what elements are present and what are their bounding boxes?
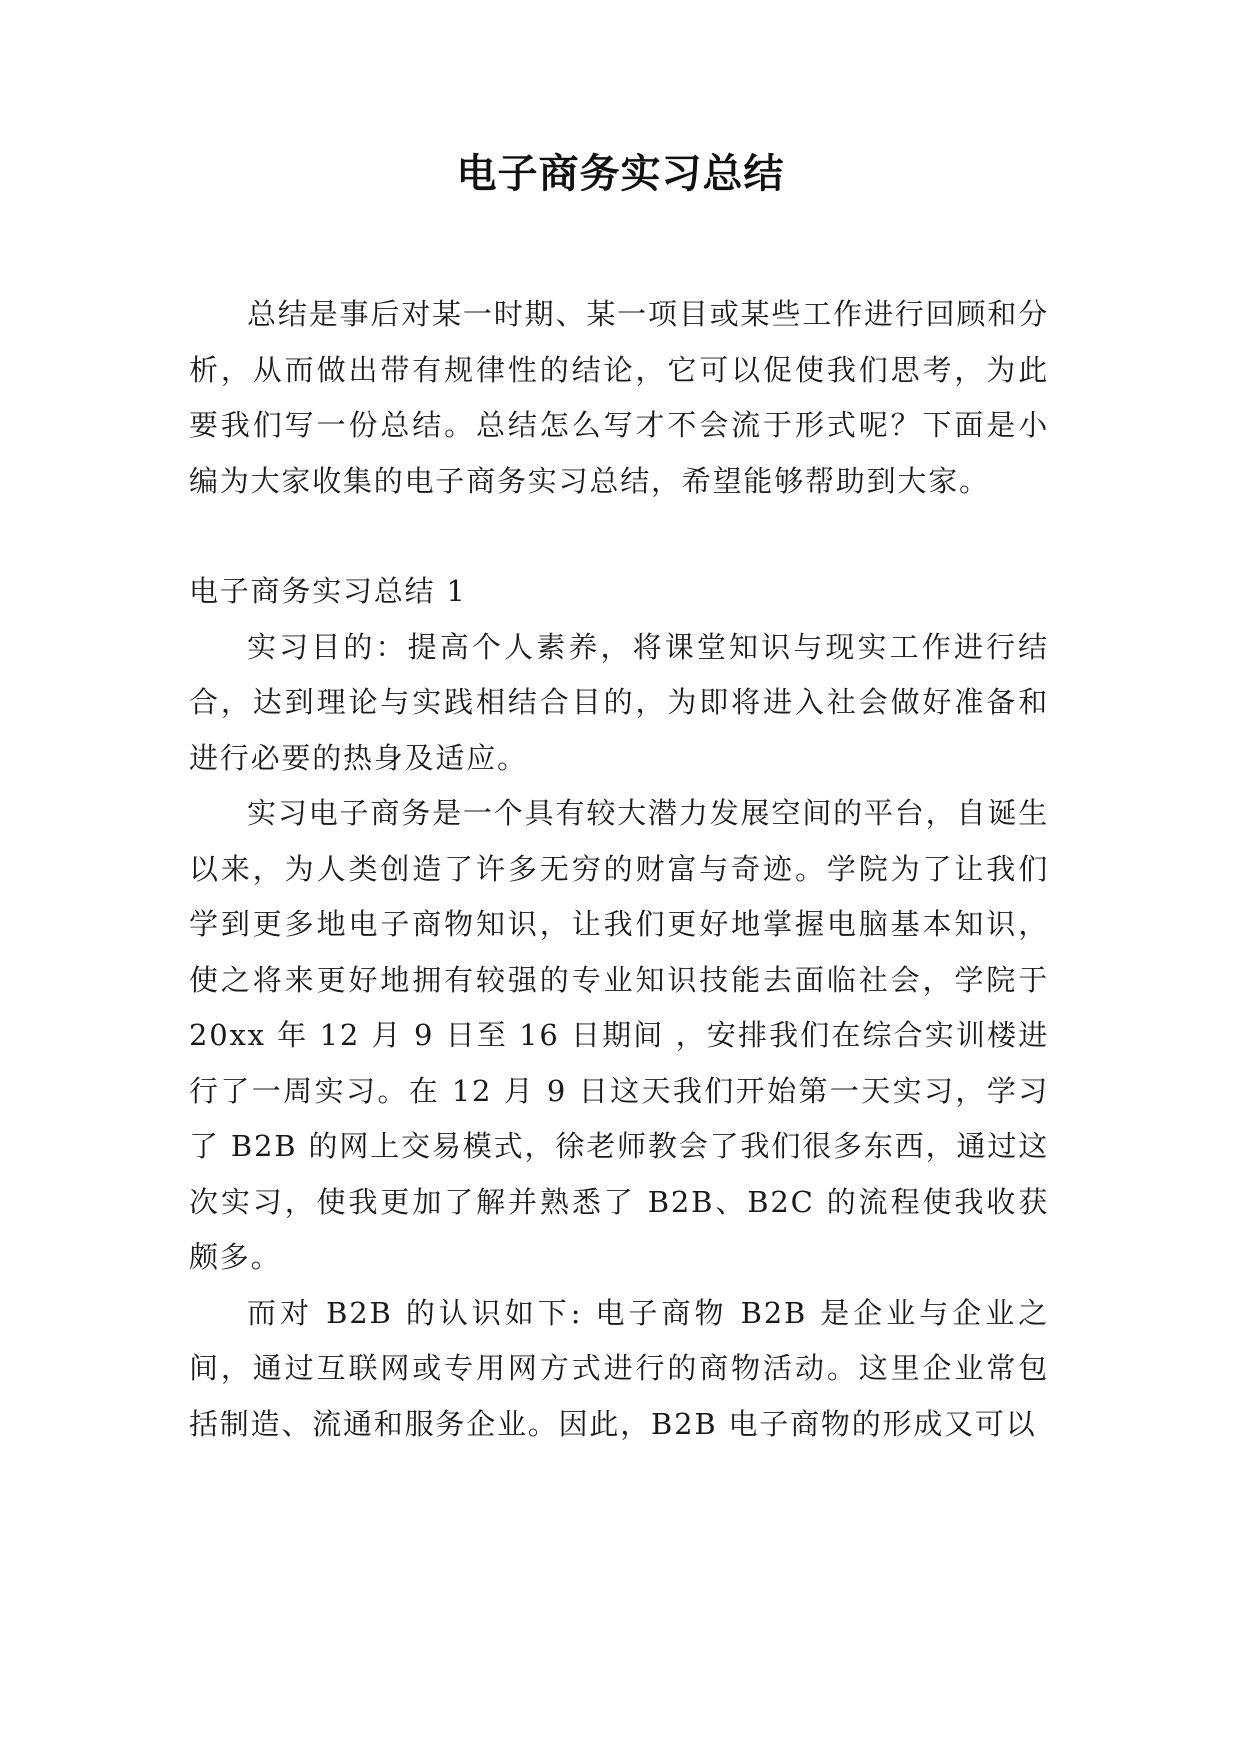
document-title: 电子商务实习总结: [456, 151, 785, 197]
body-paragraph: 实习电子商务是一个具有较大潜力发展空间的平台，自诞生以来，为人类创造了许多无穷的财富与奇迹。学院为了让我们学到更多地电子商物知识，让我们更好地掌握电脑基本知识，使之将来更好地拥有较强的专业知识技能去面临社会，学院于 20xx 年 12 月 9 日至 16 日期间 ，安排我们在综合实训楼进行了一周实习。在 12 月 9 日这天我们开始第一天实习，学习了 B2B 的网上交易模式，徐老师教会了我们很多东西，通过这次实习，使我更加了解并熟悉了 B2B、B2C 的流程使我收获颇多。: [189, 796, 1049, 1274]
intro-paragraph: 总结是事后对某一时期、某一项目或某些工作进行回顾和分析，从而做出带有规律性的结论，它可以促使我们思考，为此要我们写一份总结。总结怎么写才不会流于形式呢？下面是小编为大家收集的电子商务实习总结，希望能够帮助到大家。: [189, 297, 1049, 498]
body-paragraph: 实习目的：提高个人素养，将课堂知识与现实工作进行结合，达到理论与实践相结合目的，为即将进入社会做好准备和进行必要的热身及适应。: [189, 629, 1049, 775]
section-heading: 电子商务实习总结 1: [189, 574, 467, 608]
body-paragraph: 而对 B2B 的认识如下: 电子商物 B2B 是企业与企业之间，通过互联网或专用网方式进行的商物活动。这里企业常包括制造、流通和服务企业。因此，B2B 电子商物的形成又可以: [189, 1295, 1049, 1441]
document-body: [189, 287, 1049, 1452]
